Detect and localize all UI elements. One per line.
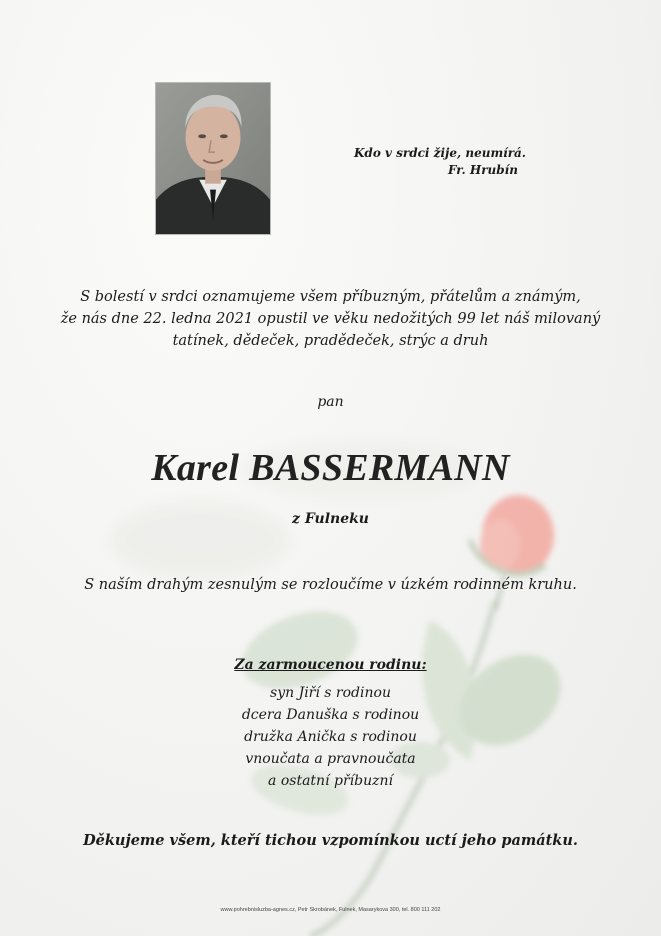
announcement-line: tatínek, dědeček, pradědeček, strýc a druh: [172, 333, 489, 349]
mourner-item: družka Anička s rodinou: [244, 729, 417, 745]
quote-text: Kdo v srdci žije, neumírá.: [354, 146, 526, 160]
salutation: pan: [317, 394, 344, 410]
thanks-text: Děkujeme všem, kteří tichou vzpomínkou uctí jeho památku.: [83, 832, 578, 849]
mourner-item: vnoučata a pravnoučata: [245, 751, 416, 767]
announcement-line: S bolestí v srdci oznamujeme všem příbuzným, přátelům a známým,: [80, 289, 581, 305]
mourners-block: [0, 654, 661, 792]
portrait-photo: [155, 82, 271, 235]
announcement-line: že nás dne 22. ledna 2021 opustil ve věku nedožitých 99 let náš milovaný: [60, 311, 601, 327]
announcement-text: [0, 286, 661, 352]
deceased-origin: z Fulneku: [292, 511, 369, 527]
mourners-heading: Za zarmoucenou rodinu:: [234, 657, 427, 673]
portrait-image: [156, 83, 270, 234]
farewell-text: S naším drahým zesnulým se rozloučíme v úzkém rodinném kruhu.: [84, 577, 577, 593]
quote-author: Fr. Hrubín: [448, 163, 518, 177]
footer-contact: www.pohrebnisluzba-agnes.cz, Petr Skrobánek, Fulnek, Masarykova 300, tel. 800 111 202: [220, 907, 441, 913]
mourner-item: a ostatní příbuzní: [268, 773, 393, 789]
deceased-name: Karel BASSERMANN: [151, 447, 510, 489]
mourner-item: syn Jiří s rodinou: [270, 685, 391, 701]
mourner-item: dcera Danuška s rodinou: [241, 707, 420, 723]
quote-block: [354, 145, 554, 179]
